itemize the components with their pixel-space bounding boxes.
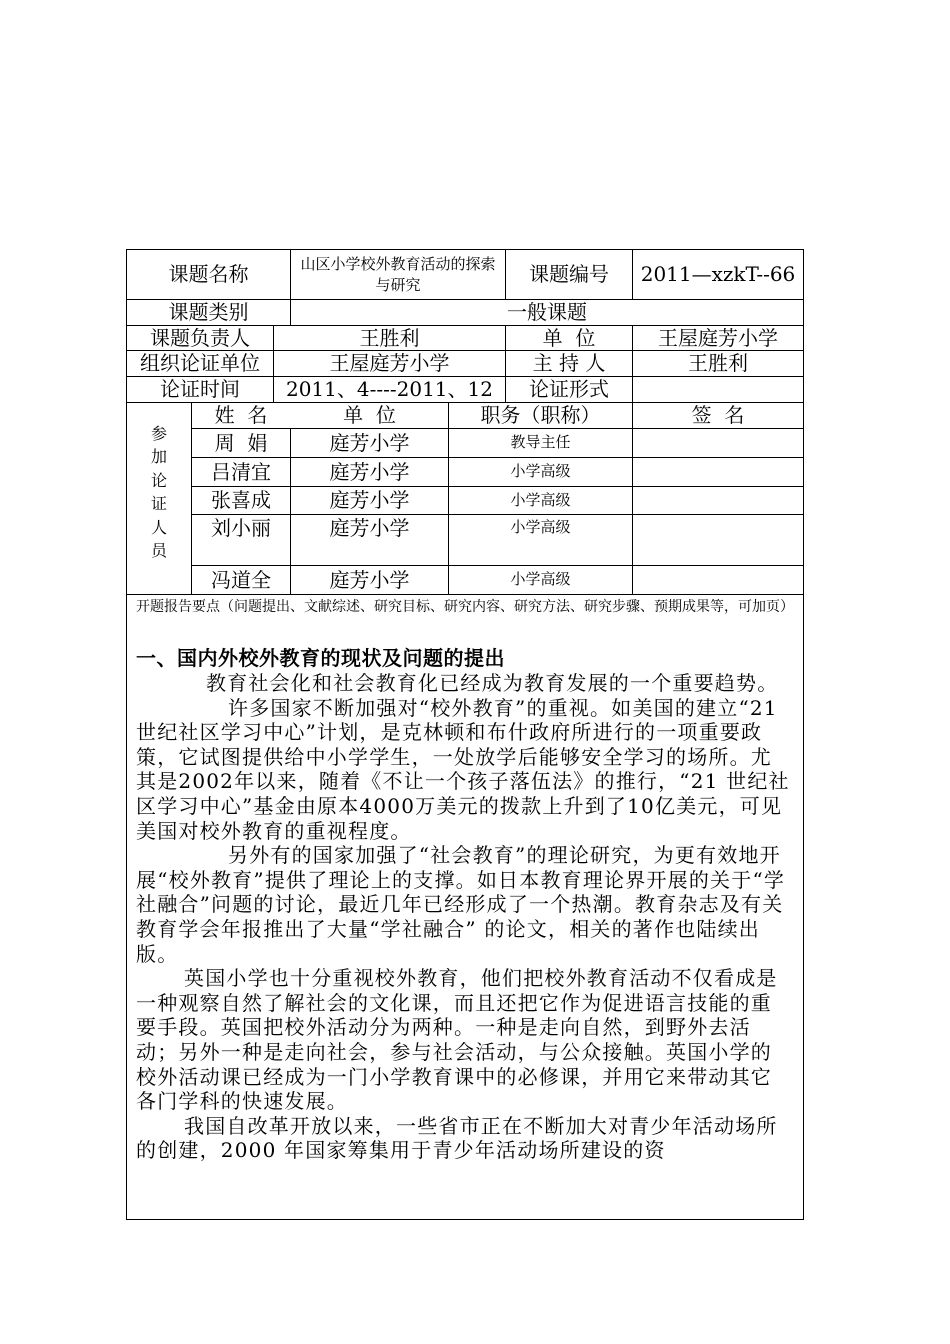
header-title: 职务（职称） bbox=[480, 403, 601, 427]
time-label: 论证时间 bbox=[160, 377, 240, 401]
paragraph: 许多国家不断加强对“校外教育”的重视。如美国的建立“21世纪社区学习中心”计划，是克林顿和布什政府所进行的一项重要政策，它试图提供给中小学学生，一处放学后能够安全学习的场所。尤其是2002年以来，随着《不让一个孩子落伍法》的推行，“21 世纪社区学习中心”基金由原本4000万美元的拨款上升到了10亿美元，可见美国对校外教育的重视程度。 bbox=[136, 695, 790, 843]
category-label: 课题类别 bbox=[168, 300, 249, 324]
participant-unit: 庭芳小学 bbox=[329, 430, 410, 455]
participant-title: 教导主任 bbox=[510, 433, 571, 452]
participants-label bbox=[127, 422, 191, 562]
topic-number-label: 课题编号 bbox=[529, 262, 609, 286]
col-rule bbox=[632, 402, 633, 594]
organizer-label: 组织论证单位 bbox=[140, 351, 260, 375]
participants-char: 人 bbox=[150, 517, 167, 537]
paragraph: 我国自改革开放以来，一些省市正在不断加大对青少年活动场所的创建，2000 年国家筹集用于青少年活动场所建设的资 bbox=[136, 1113, 778, 1163]
participant-title: 小学高级 bbox=[510, 570, 571, 589]
topic-number-value: 2011—xzkT--66 bbox=[640, 262, 796, 286]
category-value: 一般课题 bbox=[507, 300, 587, 324]
participant-name: 周 娟 bbox=[214, 430, 268, 455]
participants-char: 员 bbox=[150, 541, 167, 560]
participant-unit: 庭芳小学 bbox=[329, 488, 410, 512]
report-body bbox=[136, 671, 791, 1163]
section-heading: 一、国内外校外教育的现状及问题的提出 bbox=[136, 646, 505, 670]
leader-label: 课题负责人 bbox=[150, 325, 250, 350]
participants-char: 参 bbox=[150, 423, 167, 443]
topic-name-label: 课题名称 bbox=[168, 262, 249, 286]
leader-value: 王胜利 bbox=[359, 325, 420, 350]
participant-unit: 庭芳小学 bbox=[329, 567, 410, 592]
organizer-value: 王屋庭芳小学 bbox=[329, 351, 450, 375]
participant-title: 小学高级 bbox=[510, 462, 571, 481]
participants-char: 论 bbox=[150, 470, 167, 490]
header-unit: 单 位 bbox=[343, 403, 396, 427]
participants-char: 证 bbox=[150, 494, 167, 513]
participant-unit: 庭芳小学 bbox=[329, 459, 410, 484]
participant-name: 张喜成 bbox=[211, 488, 271, 512]
participants-char: 加 bbox=[150, 447, 167, 466]
time-value: 2011、4----2011、12 bbox=[285, 377, 493, 401]
host-label: 主 持 人 bbox=[532, 351, 606, 375]
unit-label: 单 位 bbox=[542, 325, 596, 350]
col-rule bbox=[290, 249, 291, 299]
host-value: 王胜利 bbox=[688, 351, 748, 375]
participant-title: 小学高级 bbox=[510, 490, 571, 509]
participant-name: 冯道全 bbox=[211, 567, 271, 592]
unit-value: 王屋庭芳小学 bbox=[658, 325, 778, 350]
report-intro: 开题报告要点（问题提出、文献综述、研究目标、研究内容、研究方法、研究步骤、预期成果等，可加页） bbox=[136, 599, 794, 615]
paragraph: 英国小学也十分重视校外教育，他们把校外教育活动不仅看成是一种观察自然了解社会的文化课，而且还把它作为促进语言技能的重要手段。英国把校外活动分为两种。一种是走向自然，到野外去活动；另外一种是走向社会，参与社会活动，与公众接触。英国小学的校外活动课已经成为一门小学教育课中的必修课，并用它来带动其它各门学科的快速发展。 bbox=[136, 966, 778, 1114]
form-value bbox=[633, 377, 803, 402]
paragraph: 另外有的国家加强了“社会教育”的理论研究，为更有效地开展“校外教育”提供了理论上的支撑。如日本教育理论界开展的关于“学社融合”问题的讨论，最近几年已经形成了一个热潮。教育杂志及有关教育学会年报推出了大量“学社融合” 的论文，相关的著作也陆续出版。 bbox=[136, 843, 786, 966]
paragraph: 教育社会化和社会教育化已经成为教育发展的一个重要趋势。 bbox=[206, 671, 779, 695]
participant-title: 小学高级 bbox=[510, 518, 571, 537]
participant-name: 吕清宜 bbox=[211, 459, 271, 484]
form-label: 论证形式 bbox=[529, 377, 609, 401]
participant-unit: 庭芳小学 bbox=[329, 515, 410, 540]
topic-name-value: 山区小学校外教育活动的探索与研究 bbox=[300, 254, 496, 294]
header-name: 姓 名 bbox=[214, 403, 268, 427]
header-signature: 签 名 bbox=[691, 403, 745, 427]
participant-name: 刘小丽 bbox=[211, 515, 271, 540]
